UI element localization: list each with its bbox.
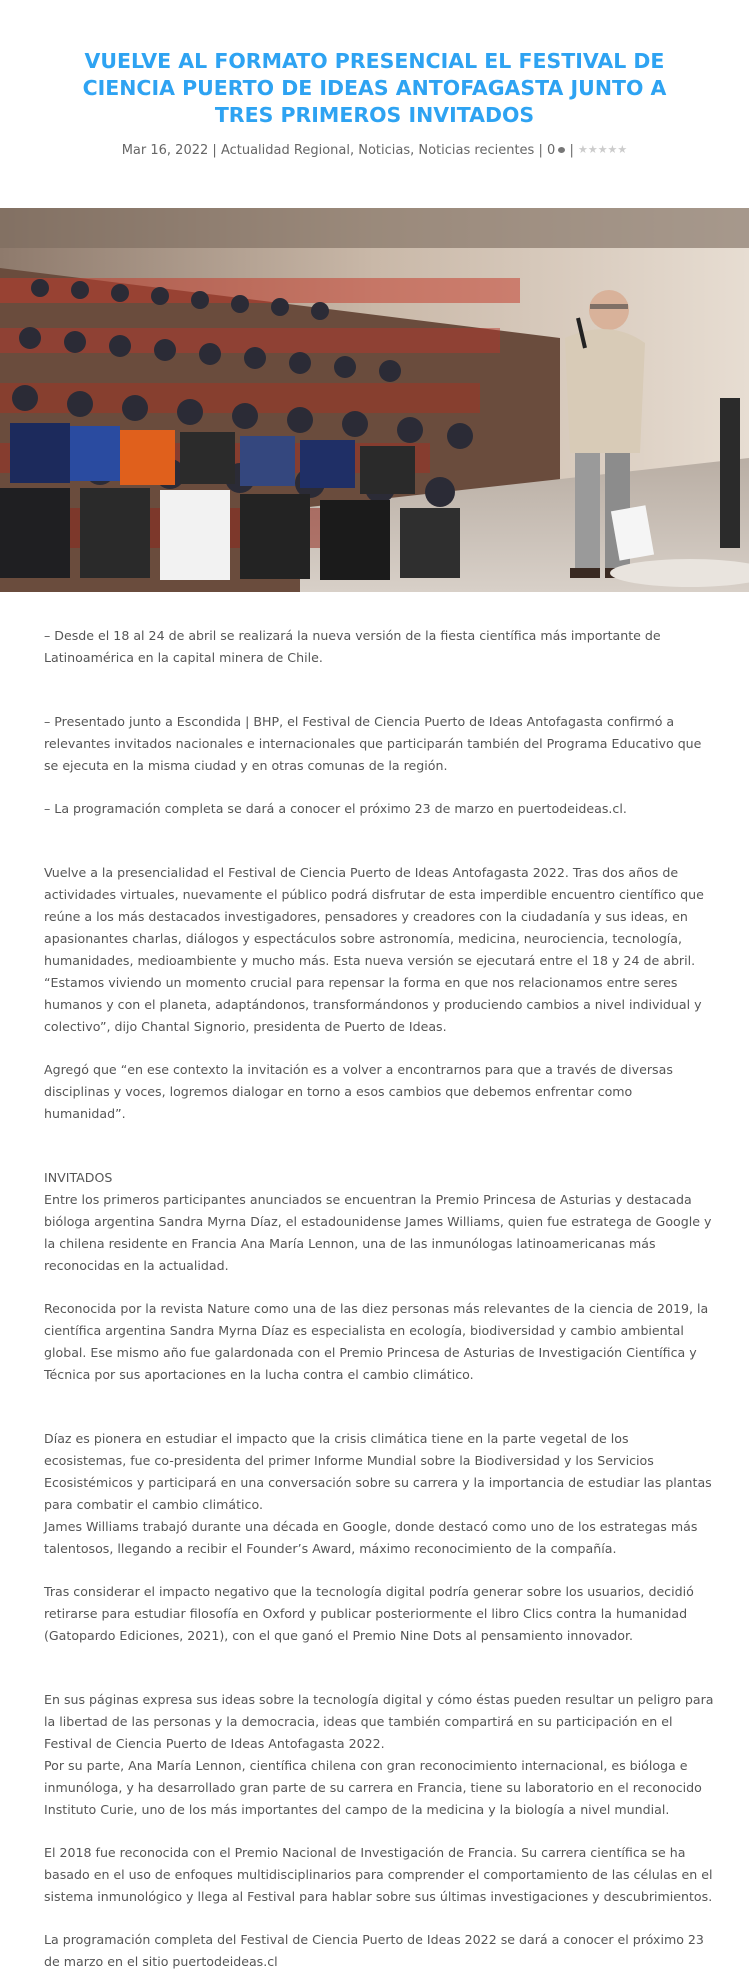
meta-separator: |	[538, 143, 543, 158]
lead-bullet: – Presentado junto a Escondida | BHP, el Festival de Ciencia Puerto de Ideas Antofagasta confirmó a relevantes invitados nacionales e internacionales que participarán también del Programa Educativo que se ejecuta en la misma ciudad y en otras comunas de la región.	[44, 714, 702, 773]
paragraph: Agregó que “en ese contexto la invitación es a volver a encontrarnos para que a través de diversas disciplinas y voces, logremos dialogar en torno a esos cambios que debemos enfrentar como humanidad”.	[44, 1062, 673, 1121]
post-header	[0, 0, 749, 161]
featured-image	[0, 208, 749, 592]
comments-link[interactable]	[547, 143, 565, 158]
lead-bullet: – Desde el 18 al 24 de abril se realizará la nueva versión de la fiesta científica más importante de Latinoamérica en la capital minera de Chile.	[44, 628, 661, 665]
comment-icon	[558, 147, 565, 153]
post-date: Mar 16, 2022	[121, 143, 209, 158]
paragraph: Díaz es pionera en estudiar el impacto que la crisis climática tiene en la parte vegetal de los ecosistemas, fue co-presidenta del primer Informe Mundial sobre la Biodiversidad y los Servicios Ecosistémicos y participará en una conversación sobre su carrera y la importancia de estudiar las plantas para combatir el cambio climático.	[44, 1431, 712, 1512]
paragraph: Entre los primeros participantes anunciados se encuentran la Premio Princesa de Asturias y destacada bióloga argentina Sandra Myrna Díaz, el estadounidense James Williams, quien fue estratega de Google y la chilena residente en Francia Ana María Lennon, una de las inmunólogas latinoamericanas más reconocidas en la actualidad.	[44, 1192, 712, 1273]
paragraph: Tras considerar el impacto negativo que la tecnología digital podría generar sobre los usuarios, decidió retirarse para estudiar filosofía en Oxford y publicar posteriormente el libro Clics contra la humanidad (Gatopardo Ediciones, 2021), con el que ganó el Premio Nine Dots al pensamiento innovador.	[44, 1584, 694, 1643]
paragraph: Por su parte, Ana María Lennon, científica chilena con gran reconocimiento internacional, es bióloga e inmunóloga, y ha desarrollado gran parte de su carrera en Francia, tiene su laboratorio en el reconocido Instituto Curie, uno de los más importantes del campo de la medicina y la biología a nivel mundial.	[44, 1758, 702, 1817]
section-heading: INVITADOS	[44, 1170, 113, 1185]
paragraph: James Williams trabajó durante una década en Google, donde destacó como uno de los estrategas más talentosos, llegando a recibir el Founder’s Award, máximo reconocimiento de la compañía.	[44, 1519, 698, 1556]
paragraph: En sus páginas expresa sus ideas sobre la tecnología digital y cómo éstas pueden resultar un peligro para la libertad de las personas y la democracia, ideas que también compartirá en su participación en el Festival de Ciencia Puerto de Ideas Antofagasta 2022.	[44, 1692, 714, 1751]
star-rating-icon: ★★★★★	[577, 143, 628, 156]
paragraph: Vuelve a la presencialidad el Festival de Ciencia Puerto de Ideas Antofagasta 2022. Tras dos años de actividades virtuales, nuevamente el público podrá disfrutar de esta imperdible encuentro científico que reúne a los más destacados investigadores, pensadores y creadores con la ciudadanía y sus ideas, en apasionantes charlas, diálogos y espectáculos sobre astronomía, medicina, neurociencia, tecnología, humanidades, medioambiente y mucho más. Esta nueva versión se ejecutará entre el 18 y 24 de abril.	[44, 865, 704, 968]
category-link-noticias-recientes[interactable]: Noticias recientes	[418, 143, 535, 158]
post-title: VUELVE AL FORMATO PRESENCIAL EL FESTIVAL DE CIENCIA PUERTO DE IDEAS ANTOFAGASTA JUNTO A TRES PRIMEROS INVITADOS	[82, 49, 667, 127]
lead-bullet: – La programación completa se dará a conocer el próximo 23 de marzo en puertodeideas.cl.	[44, 801, 627, 816]
paragraph: La programación completa del Festival de Ciencia Puerto de Ideas 2022 se dará a conocer el próximo 23 de marzo en el sitio puertodeideas.cl	[44, 1932, 704, 1969]
article-body	[44, 625, 714, 1973]
paragraph: El 2018 fue reconocida con el Premio Nacional de Investigación de Francia. Su carrera científica se ha basado en el uso de enfoques multidisciplinarios para comprender el comportamiento de las células en el sistema inmunológico y llega al Festival para hablar sobre sus últimas investigaciones y descubrimientos.	[44, 1845, 713, 1904]
photo-audience-speaker-icon	[0, 208, 749, 592]
comment-count: 0	[547, 143, 556, 158]
meta-separator: |	[212, 143, 217, 158]
paragraph: Reconocida por la revista Nature como una de las diez personas más relevantes de la ciencia de 2019, la científica argentina Sandra Myrna Díaz es especialista en ecología, biodiversidad y cambio ambiental global. Ese mismo año fue galardonada con el Premio Princesa de Asturias de Investigación Científica y Técnica por sus aportaciones en la lucha contra el cambio climático.	[44, 1301, 709, 1382]
category-link-actualidad-regional[interactable]: Actualidad Regional	[220, 143, 350, 158]
category-link-noticias[interactable]: Noticias	[358, 143, 411, 158]
post-meta: Mar 16, 2022 | Actualidad Regional, Noticias, Noticias recientes | 0 | ★★★★★	[60, 140, 689, 161]
meta-separator: |	[569, 143, 574, 158]
paragraph: “Estamos viviendo un momento crucial para repensar la forma en que nos relacionamos entre seres humanos y con el planeta, adaptándonos, transformándonos y produciendo cambios a nivel individual y colectivo”, dijo Chantal Signorio, presidenta de Puerto de Ideas.	[44, 975, 702, 1034]
